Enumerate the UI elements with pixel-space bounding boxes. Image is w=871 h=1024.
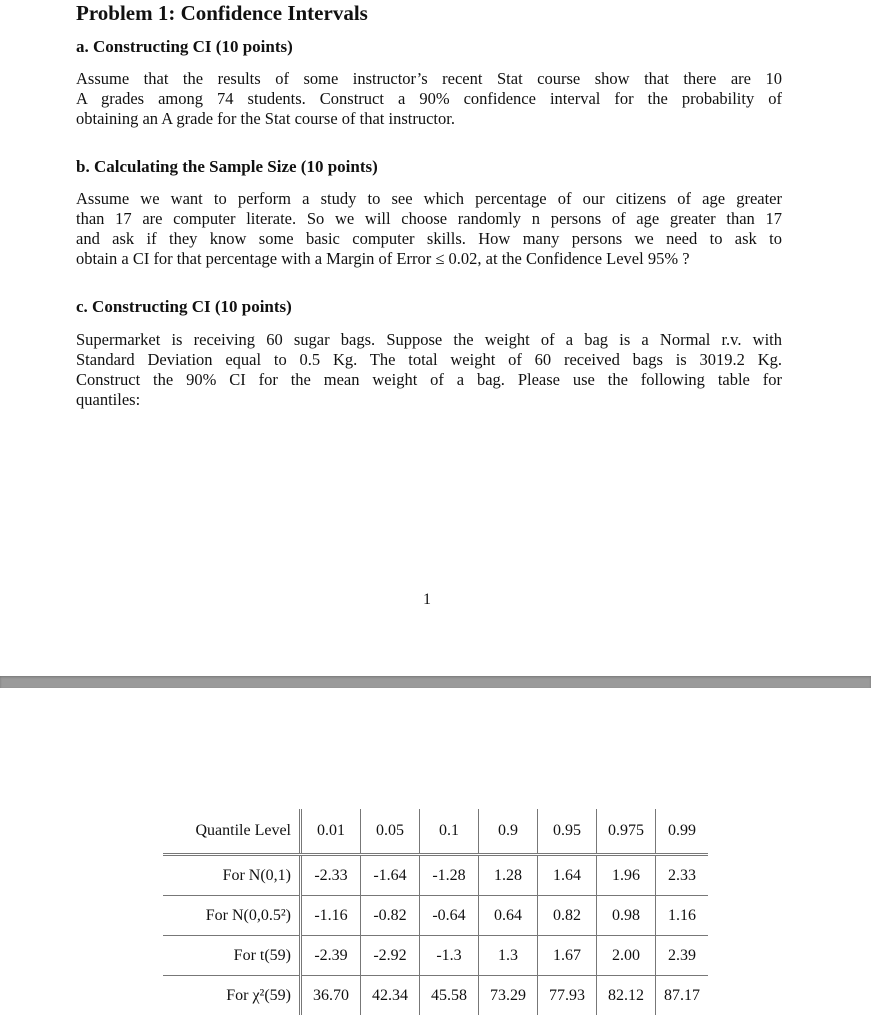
value-cell: 0.98	[597, 896, 656, 936]
value-cell: 2.33	[656, 855, 709, 896]
level-cell: 0.05	[361, 809, 420, 855]
value-cell: 1.67	[538, 936, 597, 976]
value-cell: -0.82	[361, 896, 420, 936]
value-cell: 1.3	[479, 936, 538, 976]
section-a-heading: a. Constructing CI (10 points)	[76, 37, 293, 56]
value-cell: 77.93	[538, 976, 597, 1016]
section-c-line: Construct the 90% CI for the mean weight of a bag. Please use the following table for	[76, 370, 782, 389]
value-cell: 2.39	[656, 936, 709, 976]
level-cell: 0.99	[656, 809, 709, 855]
value-cell: 42.34	[361, 976, 420, 1016]
section-b-text	[76, 189, 782, 269]
section-b-heading: b. Calculating the Sample Size (10 points)	[76, 157, 378, 176]
value-cell: 2.00	[597, 936, 656, 976]
section-b-line: Assume we want to perform a study to see which percentage of our citizens of age greater	[76, 189, 782, 208]
value-cell: -1.64	[361, 855, 420, 896]
row-label: For N(0,0.5²)	[163, 896, 301, 936]
row-label: For N(0,1)	[163, 855, 301, 896]
level-cell: 0.01	[301, 809, 361, 855]
value-cell: -1.16	[301, 896, 361, 936]
value-cell: -1.28	[420, 855, 479, 896]
level-cell: 0.975	[597, 809, 656, 855]
value-cell: 0.64	[479, 896, 538, 936]
value-cell: -1.3	[420, 936, 479, 976]
table-row	[163, 896, 708, 936]
level-cell: 0.95	[538, 809, 597, 855]
page-separator	[0, 676, 871, 688]
page-number: 1	[423, 591, 431, 608]
value-cell: -0.64	[420, 896, 479, 936]
section-b-line: than 17 are computer literate. So we will choose randomly n persons of age greater than 17	[76, 209, 782, 228]
value-cell: 87.17	[656, 976, 709, 1016]
level-cell: 0.9	[479, 809, 538, 855]
value-cell: -2.33	[301, 855, 361, 896]
value-cell: 1.28	[479, 855, 538, 896]
section-a-text	[76, 69, 782, 129]
value-cell: 1.64	[538, 855, 597, 896]
value-cell: 1.16	[656, 896, 709, 936]
quantile-table	[163, 809, 708, 1015]
section-b-line: obtain a CI for that percentage with a Margin of Error ≤ 0.02, at the Confidence Level 95% ?	[76, 249, 690, 268]
section-c-heading: c. Constructing CI (10 points)	[76, 297, 292, 316]
value-cell: 36.70	[301, 976, 361, 1016]
section-a-line: A grades among 74 students. Construct a 90% confidence interval for the probability of	[76, 89, 782, 108]
header-label: Quantile Level	[163, 809, 301, 855]
section-c-line: Standard Deviation equal to 0.5 Kg. The total weight of 60 received bags is 3019.2 Kg.	[76, 350, 782, 369]
value-cell: 1.96	[597, 855, 656, 896]
value-cell: 73.29	[479, 976, 538, 1016]
value-cell: -2.39	[301, 936, 361, 976]
table-row	[163, 976, 708, 1016]
value-cell: -2.92	[361, 936, 420, 976]
section-a-line: Assume that the results of some instructor’s recent Stat course show that there are 10	[76, 69, 782, 88]
row-label: For χ²(59)	[226, 986, 291, 1004]
value-cell: 82.12	[597, 976, 656, 1016]
section-c-text	[76, 330, 782, 410]
section-a-line: obtaining an A grade for the Stat course of that instructor.	[76, 109, 455, 128]
table-row	[163, 936, 708, 976]
table-row	[163, 855, 708, 896]
level-cell: 0.1	[420, 809, 479, 855]
value-cell: 0.82	[538, 896, 597, 936]
section-c-line: Supermarket is receiving 60 sugar bags. Suppose the weight of a bag is a Normal r.v. with	[76, 330, 782, 349]
section-c-line: quantiles:	[76, 390, 141, 409]
table-header-row	[163, 809, 708, 855]
row-label: For t(59)	[163, 936, 301, 976]
section-b-line: and ask if they know some basic computer skills. How many persons we need to ask to	[76, 229, 782, 248]
value-cell: 45.58	[420, 976, 479, 1016]
problem-title: Problem 1: Confidence Intervals	[76, 1, 368, 25]
